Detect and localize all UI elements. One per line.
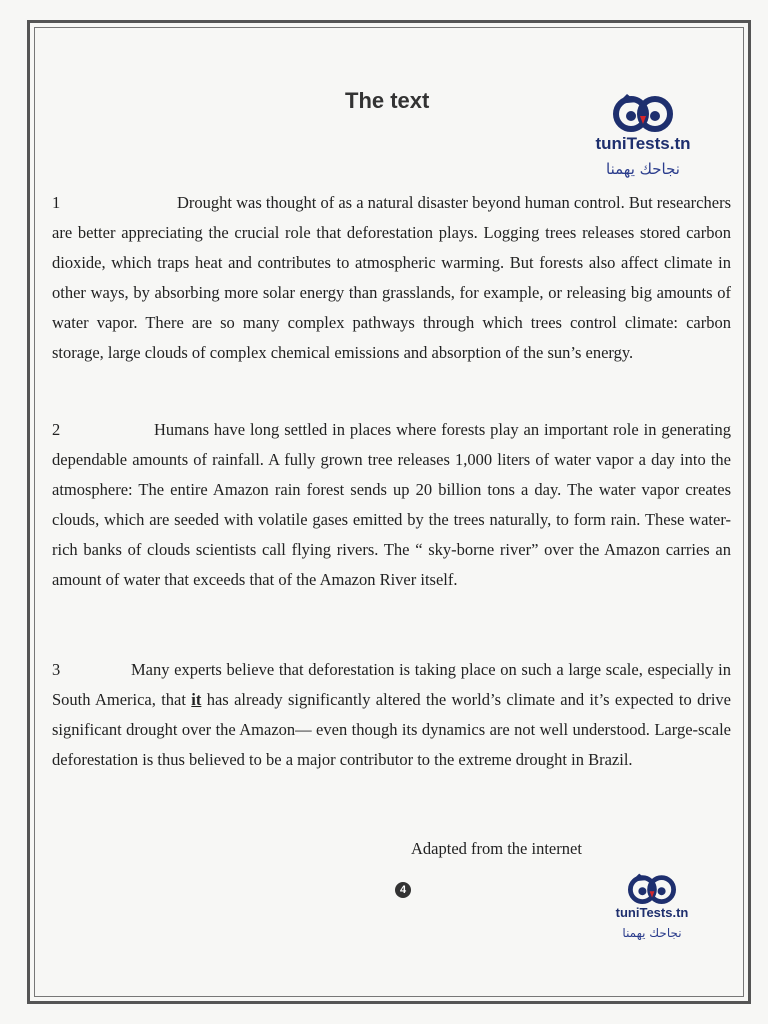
logo-name: tuniTests.tn	[615, 905, 689, 920]
paragraph-number: 1	[52, 193, 61, 212]
owl-logo-icon	[607, 92, 679, 132]
paragraph-1	[52, 188, 731, 368]
owl-logo-icon	[623, 872, 681, 904]
paragraph-2	[52, 415, 731, 595]
source-attribution: Adapted from the internet	[411, 839, 582, 858]
paragraph-3	[52, 655, 731, 775]
underlined-word: it	[191, 690, 202, 709]
brand-logo-bottom	[604, 872, 700, 940]
page-title: The text	[345, 88, 430, 113]
paragraph-text: Drought was thought of as a natural disaster beyond human control. But researchers are better appreciating the crucial role that deforestation plays. Logging trees releases stored carbon dioxide, which traps heat and contributes to atmospheric warming. But forests also affect climate in other ways, by absorbing more solar energy than grasslands, for example, or releasing big amounts of water vapor. There are so many complex pathways through which trees control climate: carbon storage, large clouds of complex chemical emissions and absorption of the sun’s energy.	[52, 193, 731, 362]
logo-tagline: نجاحك يهمنا	[606, 160, 680, 178]
paragraph-text-after: has already significantly altered the world’s climate and it’s expected to drive significant drought over the Amazon— even though its dynamics are not well understood. Large-scale deforestation is thus believed to be a major contributor to the extreme drought in Brazil.	[52, 690, 731, 769]
brand-logo-top	[588, 92, 698, 178]
paragraph-text-before: Many experts believe that deforestation is taking place on such a large scale, especially in South America, that	[52, 660, 731, 709]
paragraph-text: Humans have long settled in places where forests play an important role in generating dependable amounts of rainfall. A fully grown tree releases 1,000 liters of water vapor a day into the atmosphere: The entire Amazon rain forest sends up 20 billion tons a day. The water vapor creates clouds, which are seeded with volatile gases emitted by the trees naturally, to form rain. These water-rich banks of clouds scientists call flying rivers. The “ sky-borne river” over the Amazon carries an amount of water that exceeds that of the Amazon River itself.	[52, 420, 731, 589]
page-number-badge: 4	[395, 882, 411, 898]
paragraph-number: 2	[52, 420, 61, 439]
logo-tagline: نجاحك يهمنا	[622, 926, 682, 940]
logo-name: tuniTests.tn	[595, 134, 691, 153]
paragraph-number: 3	[52, 660, 61, 679]
